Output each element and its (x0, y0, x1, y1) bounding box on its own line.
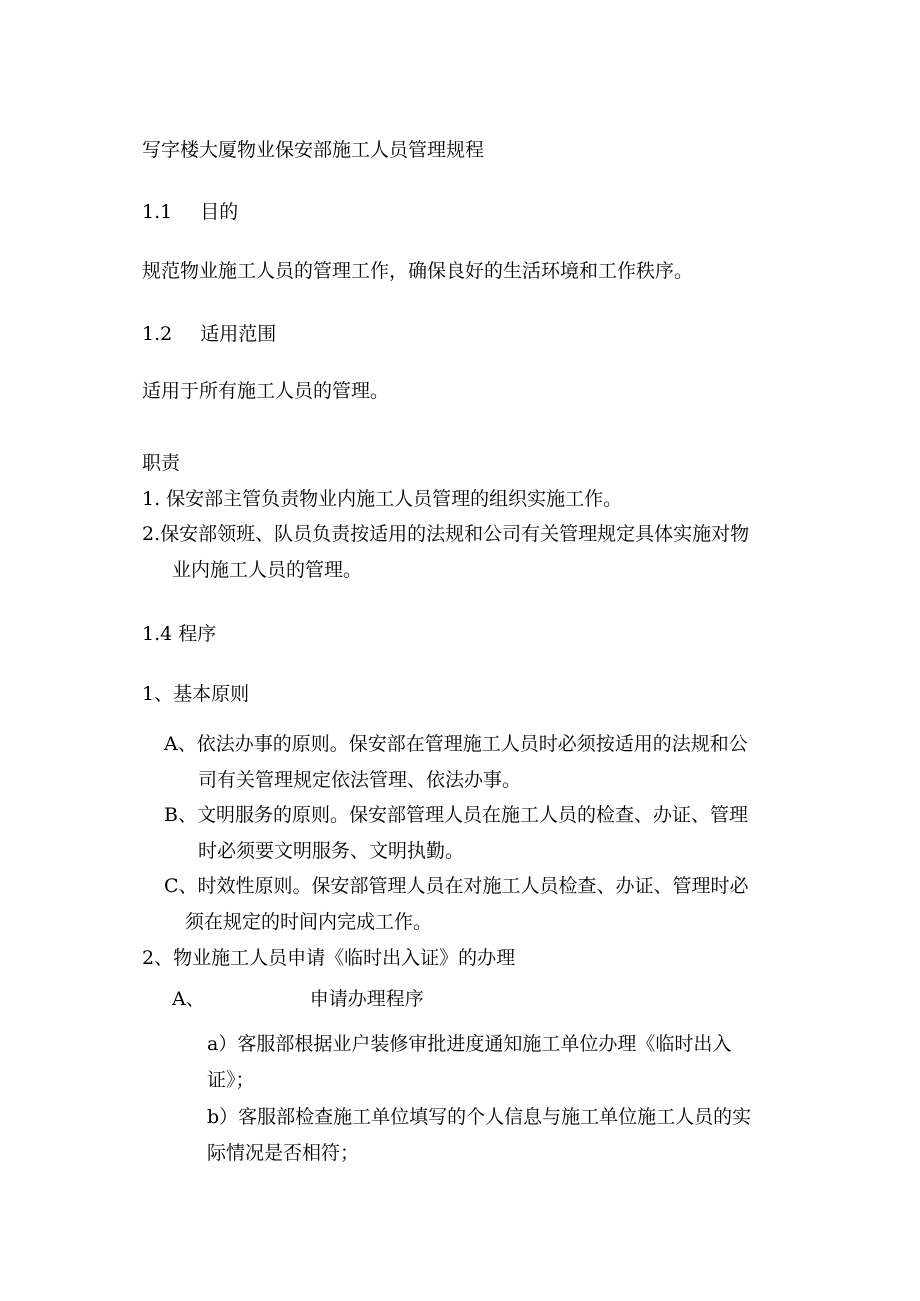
section-heading-duties: 职责 (142, 452, 181, 474)
procedure-step-b-line-2: 际情况是否相符； (207, 1142, 360, 1164)
application-procedure-heading (172, 987, 424, 1011)
duty-item-1: 1. 保安部主管负责物业内施工人员管理的组织实施工作。 (142, 488, 623, 510)
principle-a-line-2: 司有关管理规定依法管理、依法办事。 (198, 769, 522, 791)
document-title: 写字楼大厦物业保安部施工人员管理规程 (142, 139, 485, 161)
duty-item-2-line-2: 业内施工人员的管理。 (172, 559, 363, 581)
principles-heading: 1、基本原则 (142, 683, 250, 705)
procedure-step-b-line-1: b）客服部检查施工单位填写的个人信息与施工单位施工人员的实 (207, 1106, 752, 1128)
section-heading-1-2 (142, 322, 276, 346)
principle-c-line-1: C、时效性原则。保安部管理人员在对施工人员检查、办证、管理时必 (164, 875, 749, 897)
section-number: 1.1 (142, 201, 173, 223)
principle-b-line-1: B、文明服务的原则。保安部管理人员在施工人员的检查、办证、管理 (164, 804, 748, 826)
principle-b-line-2: 时必须要文明服务、文明执勤。 (198, 840, 465, 862)
section-body-scope: 适用于所有施工人员的管理。 (142, 380, 390, 402)
section-body-purpose: 规范物业施工人员的管理工作，确保良好的生活环境和工作秩序。 (142, 260, 694, 282)
duty-item-2-line-1: 2.保安部领班、队员负责按适用的法规和公司有关管理规定具体实施对物 (142, 523, 750, 545)
principle-c-line-2: 须在规定的时间内完成工作。 (185, 911, 433, 933)
section-heading-1-4: 1.4 程序 (142, 623, 217, 645)
procedure-step-a-line-2: 证》； (207, 1069, 255, 1091)
item-label: A、 (172, 988, 205, 1010)
pass-application-heading: 2、物业施工人员申请《临时出入证》的办理 (142, 947, 516, 969)
item-title: 申请办理程序 (309, 988, 424, 1010)
section-title: 适用范围 (200, 323, 277, 345)
section-number: 1.2 (142, 323, 173, 345)
section-heading-1-1 (142, 200, 238, 224)
section-title: 目的 (200, 201, 239, 223)
principle-a-line-1: A、依法办事的原则。保安部在管理施工人员时必须按适用的法规和公 (164, 733, 748, 755)
procedure-step-a-line-1: a）客服部根据业户装修审批进度通知施工单位办理《临时出入 (207, 1033, 732, 1055)
